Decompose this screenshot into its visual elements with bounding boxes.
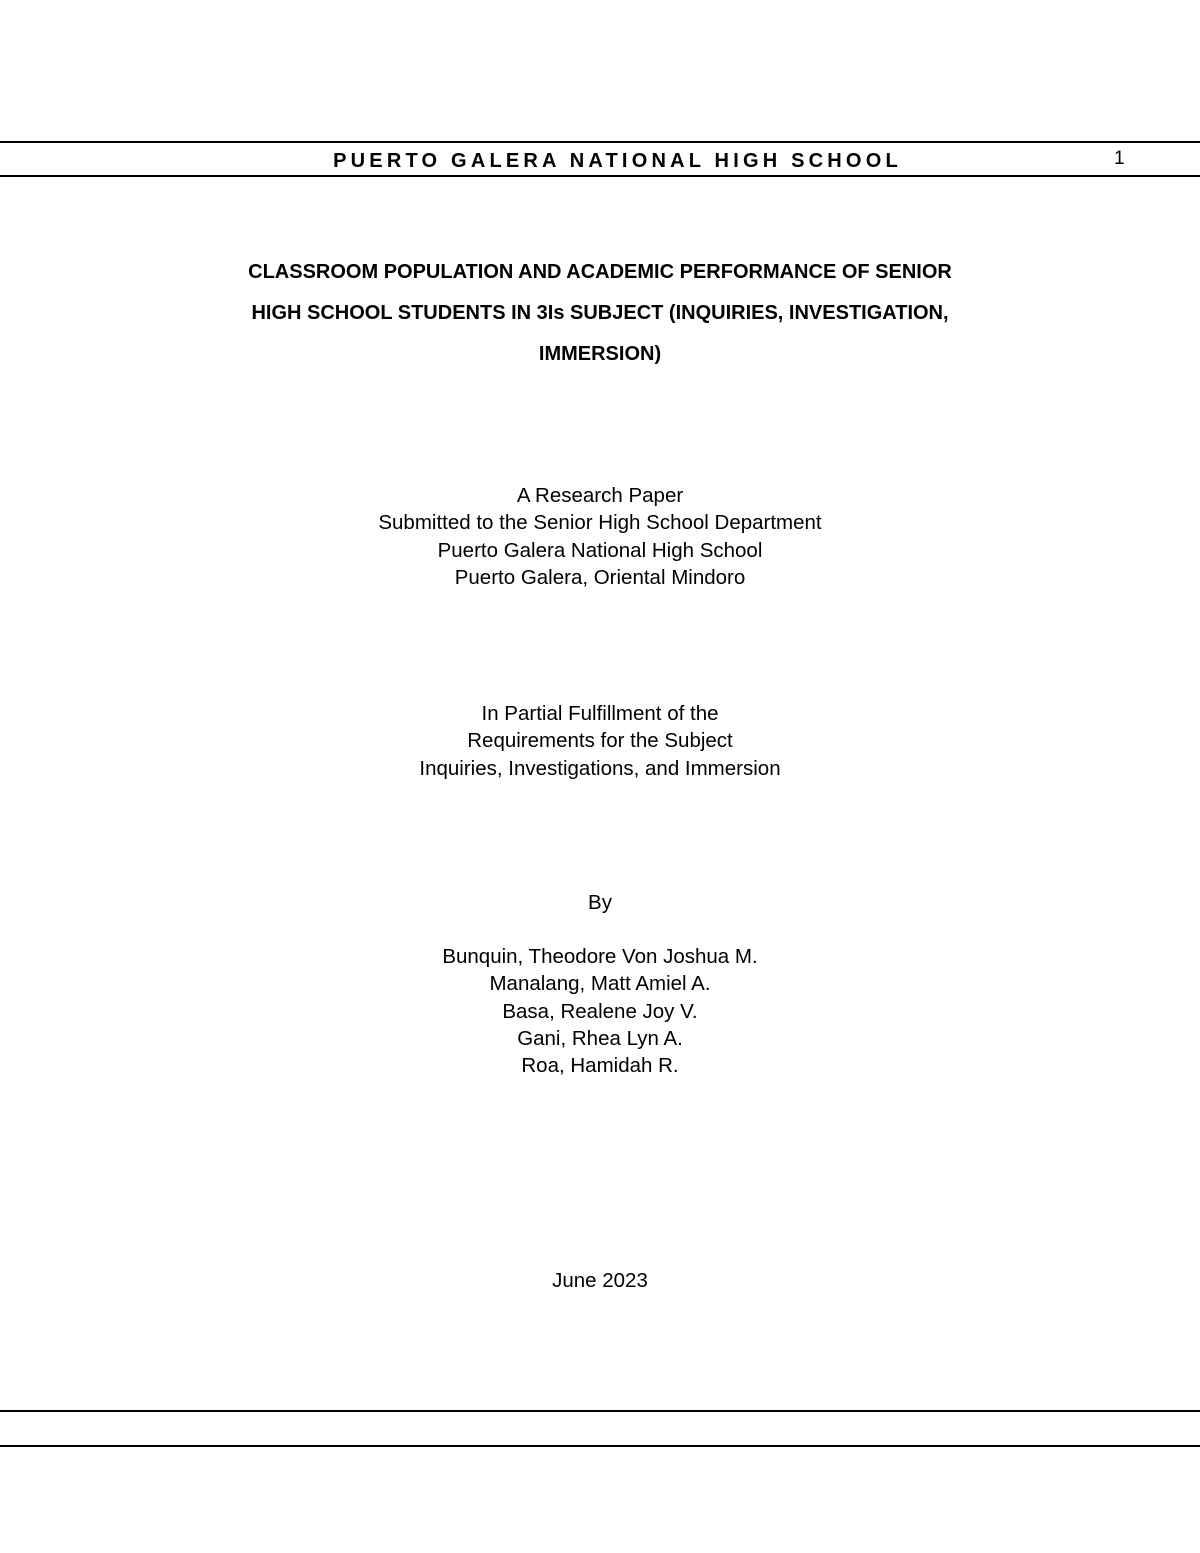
authors-list [0,943,1200,1079]
author-name: Bunquin, Theodore Von Joshua M. [442,945,758,968]
header-bottom-rule [0,175,1200,177]
author-name: Basa, Realene Joy V. [502,999,698,1023]
submission-line: A Research Paper [516,484,684,507]
submission-date: June 2023 [552,1269,648,1292]
submission-line: Submitted to the Senior High School Department [378,511,822,535]
fulfillment-line: Inquiries, Investigations, and Immersion [419,756,781,780]
author-name: Gani, Rhea Lyn A. [517,1026,683,1050]
title-line: HIGH SCHOOL STUDENTS IN 3Is SUBJECT (INQUIRIES, INVESTIGATION, [251,302,949,324]
paper-title [0,252,1200,375]
fulfillment-line: Requirements for the Subject [467,729,733,753]
page-number: 1 [1114,148,1125,169]
header-school-name: PUERTO GALERA NATIONAL HIGH SCHOOL [333,150,902,172]
footer-bottom-rule [0,1445,1200,1447]
title-line: IMMERSION) [538,343,662,365]
author-name: Manalang, Matt Amiel A. [489,972,711,996]
header-top-rule [0,141,1200,143]
submission-block [0,482,1200,591]
footer-top-rule [0,1410,1200,1412]
submission-line: Puerto Galera, Oriental Mindoro [454,565,746,589]
fulfillment-line: In Partial Fulfillment of the [481,702,719,725]
by-label: By [588,891,612,914]
author-name: Roa, Hamidah R. [521,1054,679,1078]
submission-line: Puerto Galera National High School [437,538,763,562]
title-line: CLASSROOM POPULATION AND ACADEMIC PERFORMANCE OF SENIOR [248,261,952,283]
fulfillment-block [0,700,1200,782]
